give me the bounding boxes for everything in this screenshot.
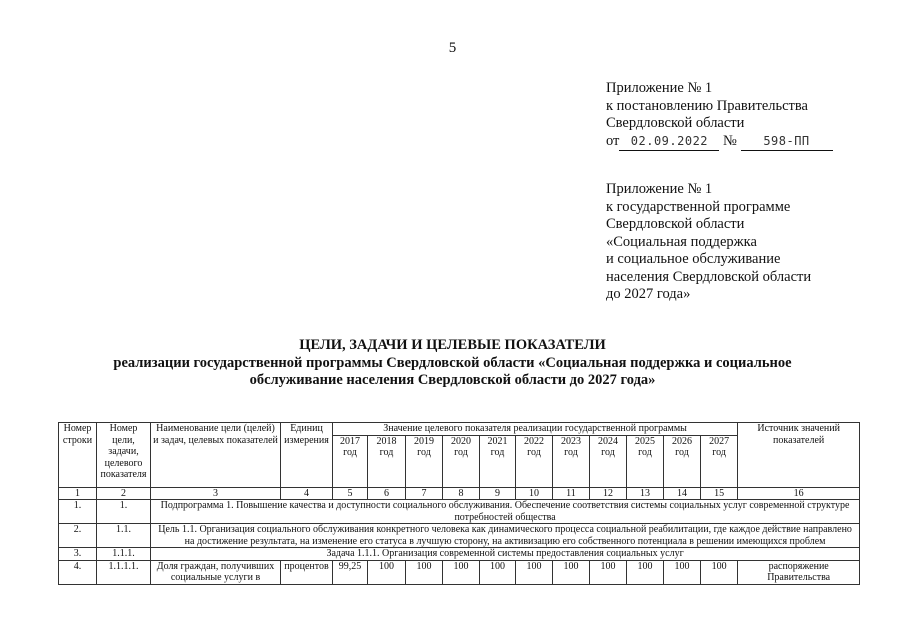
indicator-value: 100 <box>406 560 443 584</box>
header-value-group: Значение целевого показателя реализации государственной программы <box>333 423 738 436</box>
header-source: Источник значений показателей <box>738 423 860 488</box>
decree-date-line <box>606 133 833 152</box>
header-name: Наименование цели (целей) и задач, целевых показателей <box>151 423 281 488</box>
goal-text: Цель 1.1. Организация социального обслуживания конкретного человека как динамического процесса социальной реабилитации, где каждое действие направлено на достижение результата, на изменение его статуса в лучшую сторону, на активизацию его собственного потенциала в решении имеющихся проблем <box>151 524 860 548</box>
indicator-source: распоряжение Правительства <box>738 560 860 584</box>
header-year: 2019 год <box>406 435 443 487</box>
row-number: 3. <box>59 548 97 561</box>
appendix-decree-line: к постановлению Правительства <box>606 97 808 114</box>
header-year: 2020 год <box>443 435 480 487</box>
table-row <box>59 524 860 548</box>
appendix-program-line: и социальное обслуживание <box>606 251 781 267</box>
goal-number: 1.1.1. <box>97 548 151 561</box>
column-number: 8 <box>443 487 480 500</box>
table-row <box>59 560 860 584</box>
column-number: 4 <box>281 487 333 500</box>
header-unit: Единиц измерения <box>281 423 333 488</box>
indicator-value: 100 <box>553 560 590 584</box>
column-number: 15 <box>701 487 738 500</box>
header-year: 2023 год <box>553 435 590 487</box>
column-number: 11 <box>553 487 590 500</box>
column-number: 9 <box>480 487 516 500</box>
appendix-program-line: населения Свердловской области <box>606 268 812 285</box>
appendix-program-block <box>606 181 811 304</box>
subprogram-text: Подпрограмма 1. Повышение качества и доступности социального обслуживания. Обеспечение соответствия системы социальных услуг современной структуре потребностей общества <box>151 500 860 524</box>
column-number: 3 <box>151 487 281 500</box>
header-year: 2018 год <box>368 435 406 487</box>
header-row-number: Номер строки <box>59 423 97 488</box>
header-year: 2017 год <box>333 435 368 487</box>
indicator-value: 99,25 <box>333 560 368 584</box>
header-year: 2022 год <box>516 435 553 487</box>
column-number: 16 <box>738 487 860 500</box>
indicator-value: 100 <box>368 560 406 584</box>
goal-number: 1. <box>97 500 151 524</box>
document-title <box>40 337 865 390</box>
column-number: 10 <box>516 487 553 500</box>
indicator-value: 100 <box>443 560 480 584</box>
appendix-program-line: Приложение № 1 <box>606 181 713 197</box>
indicator-value: 100 <box>701 560 738 584</box>
column-number: 6 <box>368 487 406 500</box>
appendix-program-line: до 2027 года» <box>606 286 691 302</box>
decree-number: 598-ПП <box>741 133 833 152</box>
column-number: 5 <box>333 487 368 500</box>
header-year: 2025 год <box>627 435 664 487</box>
appendix-program-line: Свердловской области <box>606 216 745 232</box>
appendix-decree-line: Свердловской области <box>606 115 745 131</box>
column-number-row <box>59 487 860 500</box>
indicator-unit: процентов <box>281 560 333 584</box>
row-number: 4. <box>59 560 97 584</box>
column-number: 2 <box>97 487 151 500</box>
page-number: 5 <box>448 40 457 56</box>
header-year: 2024 год <box>590 435 627 487</box>
task-text: Задача 1.1.1. Организация современной системы предоставления социальных услуг <box>151 548 860 561</box>
appendix-program-line: «Социальная поддержка <box>606 233 757 250</box>
header-goal-number: Номер цели, задачи, целевого показателя <box>97 423 151 488</box>
table-row <box>59 548 860 561</box>
goal-number: 1.1.1.1. <box>97 560 151 584</box>
appendix-decree-block <box>606 80 833 151</box>
row-number: 1. <box>59 500 97 524</box>
title-line: обслуживание населения Свердловской области до 2027 года» <box>249 372 656 388</box>
indicator-value: 100 <box>664 560 701 584</box>
indicators-table <box>58 422 860 585</box>
table-header-row <box>59 423 860 436</box>
title-line: реализации государственной программы Свердловской области «Социальная поддержка и социальное <box>113 354 792 371</box>
header-year: 2027 год <box>701 435 738 487</box>
title-line: ЦЕЛИ, ЗАДАЧИ И ЦЕЛЕВЫЕ ПОКАЗАТЕЛИ <box>299 337 606 353</box>
number-prefix: № <box>723 132 737 149</box>
row-number: 2. <box>59 524 97 548</box>
indicator-name: Доля граждан, получивших социальные услуги в <box>151 560 281 584</box>
header-year: 2026 год <box>664 435 701 487</box>
indicator-value: 100 <box>480 560 516 584</box>
date-prefix: от <box>606 132 620 149</box>
header-year: 2021 год <box>480 435 516 487</box>
appendix-program-line: к государственной программе <box>606 198 791 215</box>
column-number: 1 <box>59 487 97 500</box>
column-number: 13 <box>627 487 664 500</box>
indicator-value: 100 <box>627 560 664 584</box>
table-row <box>59 500 860 524</box>
indicator-value: 100 <box>590 560 627 584</box>
indicator-value: 100 <box>516 560 553 584</box>
column-number: 12 <box>590 487 627 500</box>
appendix-decree-line: Приложение № 1 <box>606 80 713 96</box>
goal-number: 1.1. <box>97 524 151 548</box>
column-number: 7 <box>406 487 443 500</box>
decree-date: 02.09.2022 <box>619 133 719 152</box>
column-number: 14 <box>664 487 701 500</box>
